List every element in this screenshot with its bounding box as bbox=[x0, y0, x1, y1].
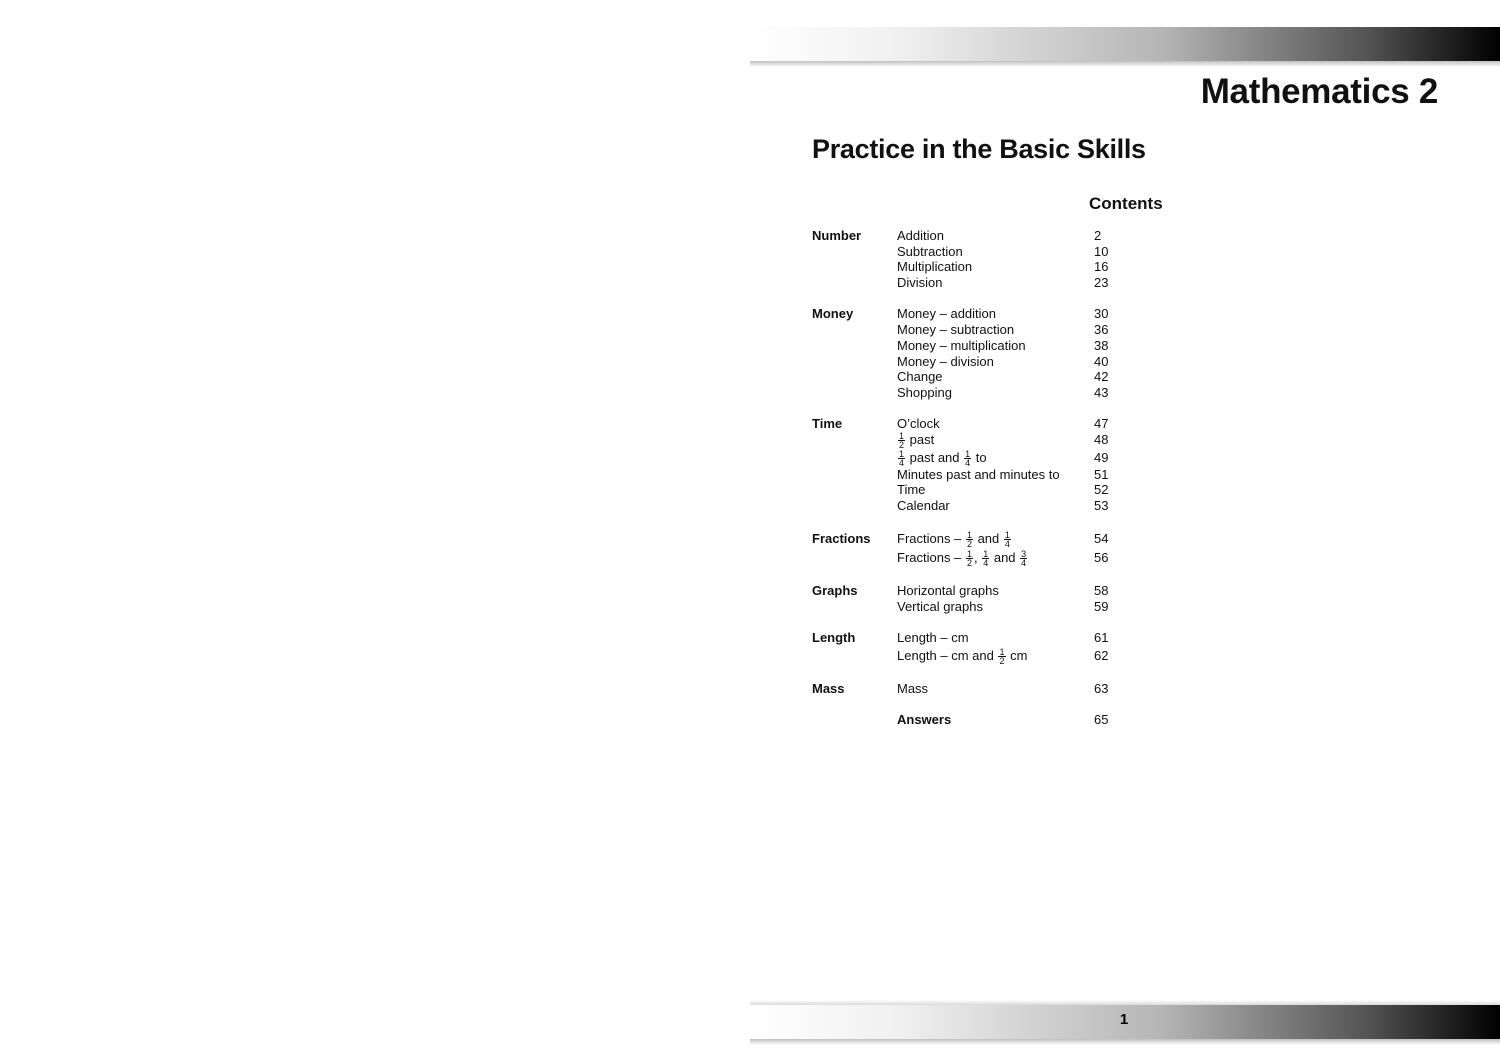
toc-row[interactable] bbox=[812, 482, 1192, 498]
toc-topic: Money – multiplication bbox=[897, 337, 1026, 353]
toc-category: Money bbox=[812, 306, 854, 322]
toc-topic: Money – addition bbox=[897, 306, 997, 322]
toc-row[interactable] bbox=[812, 338, 1192, 354]
toc-category: Fractions bbox=[812, 531, 871, 547]
toc-row[interactable] bbox=[812, 548, 1192, 567]
header-gradient-band bbox=[750, 27, 1500, 61]
toc-page: 53 bbox=[1094, 498, 1109, 513]
toc-page: 47 bbox=[1094, 416, 1109, 432]
toc-section-mass bbox=[812, 681, 1192, 697]
toc-topic: Calendar bbox=[897, 498, 950, 513]
toc-section-time bbox=[812, 416, 1192, 513]
toc-section-fractions bbox=[812, 529, 1192, 567]
fraction: $\frac{1}{2}$ bbox=[999, 646, 1005, 666]
book-title: Mathematics 2 bbox=[1200, 72, 1438, 111]
toc-page: 49 bbox=[1094, 449, 1109, 465]
toc-category: Time bbox=[812, 416, 843, 432]
toc-row[interactable] bbox=[812, 259, 1192, 275]
toc-topic: Mass bbox=[897, 680, 929, 696]
toc-page: 56 bbox=[1094, 550, 1109, 566]
toc-section-length bbox=[812, 630, 1192, 665]
fraction: $\frac{1}{2}$ bbox=[899, 431, 905, 450]
toc-row[interactable] bbox=[812, 416, 1192, 432]
toc-page: 10 bbox=[1094, 243, 1109, 259]
toc-topic: Length – cm bbox=[897, 630, 969, 646]
toc-topic: Minutes past and minutes to bbox=[897, 466, 1060, 482]
toc-row[interactable] bbox=[812, 681, 1192, 697]
toc-row[interactable] bbox=[812, 369, 1192, 385]
toc-page: 40 bbox=[1094, 353, 1109, 369]
toc-topic: Money – division bbox=[897, 353, 994, 369]
page-number: 1 bbox=[1119, 1011, 1129, 1028]
toc-row[interactable] bbox=[812, 467, 1192, 483]
contents-heading: Contents bbox=[1089, 194, 1163, 213]
toc-page: 48 bbox=[1094, 431, 1109, 447]
fraction: $\frac{3}{4}$ bbox=[1021, 549, 1027, 569]
toc-page: 63 bbox=[1094, 680, 1109, 696]
toc-topic: Addition bbox=[897, 228, 944, 243]
toc-topic: Fractions – $\frac{1}{2}$ , $\frac{1}{4}$ and $\frac{3}{4}$ bbox=[897, 549, 1027, 569]
toc-section-number bbox=[812, 228, 1192, 291]
toc-row[interactable] bbox=[812, 448, 1192, 467]
toc-topic: Vertical graphs bbox=[897, 598, 983, 614]
toc-topic: $\frac{1}{4}$ past and $\frac{1}{4}$ to bbox=[899, 448, 987, 468]
toc-topic: Money – subtraction bbox=[897, 322, 1015, 338]
toc-category: Mass bbox=[812, 680, 845, 696]
fraction: $\frac{1}{2}$ bbox=[966, 549, 972, 569]
toc-page: 62 bbox=[1094, 647, 1109, 663]
toc-page: 52 bbox=[1094, 482, 1109, 498]
table-of-contents bbox=[812, 228, 1192, 743]
toc-row[interactable] bbox=[812, 712, 1192, 728]
toc-section-graphs bbox=[812, 583, 1192, 614]
toc-page: 42 bbox=[1094, 369, 1109, 385]
toc-page: 59 bbox=[1094, 598, 1109, 614]
fraction: $\frac{1}{4}$ bbox=[1004, 530, 1010, 550]
fraction: $\frac{1}{4}$ bbox=[965, 448, 971, 468]
toc-page: 16 bbox=[1094, 259, 1109, 275]
toc-page: 36 bbox=[1094, 322, 1109, 338]
toc-page: 54 bbox=[1094, 531, 1109, 547]
toc-topic: Fractions – $\frac{1}{2}$ and $\frac{1}{4}$ bbox=[897, 530, 1010, 550]
toc-row[interactable] bbox=[812, 583, 1192, 599]
toc-row[interactable] bbox=[812, 630, 1192, 646]
toc-topic: Subtraction bbox=[897, 243, 963, 259]
toc-page: 23 bbox=[1094, 275, 1109, 291]
toc-row[interactable] bbox=[812, 306, 1192, 322]
toc-topic: Horizontal graphs bbox=[897, 583, 999, 599]
subtitle: Practice in the Basic Skills bbox=[812, 134, 1146, 164]
toc-page: 51 bbox=[1094, 466, 1109, 482]
toc-page: 58 bbox=[1094, 583, 1109, 599]
toc-category: Graphs bbox=[812, 583, 858, 599]
toc-row[interactable] bbox=[812, 228, 1192, 244]
toc-row[interactable] bbox=[812, 432, 1192, 448]
toc-row[interactable] bbox=[812, 354, 1192, 370]
toc-row[interactable] bbox=[812, 322, 1192, 338]
toc-row[interactable] bbox=[812, 244, 1192, 260]
toc-page: 2 bbox=[1094, 228, 1102, 243]
toc-topic: Change bbox=[897, 369, 943, 385]
toc-page: 61 bbox=[1094, 630, 1109, 646]
toc-topic: Length – cm and $\frac{1}{2}$ cm bbox=[897, 646, 1028, 666]
toc-section-money bbox=[812, 306, 1192, 400]
toc-topic: Shopping bbox=[897, 384, 952, 400]
toc-page: 38 bbox=[1094, 337, 1109, 353]
toc-category: Length bbox=[812, 630, 856, 646]
toc-topic: Division bbox=[897, 275, 943, 291]
toc-topic-answers: Answers bbox=[897, 711, 952, 727]
toc-row[interactable] bbox=[812, 385, 1192, 401]
toc-row[interactable] bbox=[812, 529, 1192, 548]
toc-page: 43 bbox=[1094, 384, 1109, 400]
toc-row[interactable] bbox=[812, 646, 1192, 665]
toc-topic: Time bbox=[897, 482, 926, 498]
toc-page: 65 bbox=[1094, 711, 1109, 727]
toc-section-answers bbox=[812, 712, 1192, 728]
fraction: $\frac{1}{4}$ bbox=[899, 448, 905, 468]
toc-row[interactable] bbox=[812, 498, 1192, 514]
toc-topic: $\frac{1}{2}$ past bbox=[899, 431, 935, 450]
fraction: $\frac{1}{4}$ bbox=[983, 549, 989, 569]
toc-topic: O’clock bbox=[897, 416, 940, 432]
fraction: $\frac{1}{2}$ bbox=[966, 530, 972, 550]
toc-page: 30 bbox=[1094, 306, 1109, 322]
toc-category: Number bbox=[812, 228, 862, 243]
toc-row[interactable] bbox=[812, 599, 1192, 615]
toc-topic: Multiplication bbox=[897, 259, 973, 275]
toc-row[interactable] bbox=[812, 275, 1192, 291]
